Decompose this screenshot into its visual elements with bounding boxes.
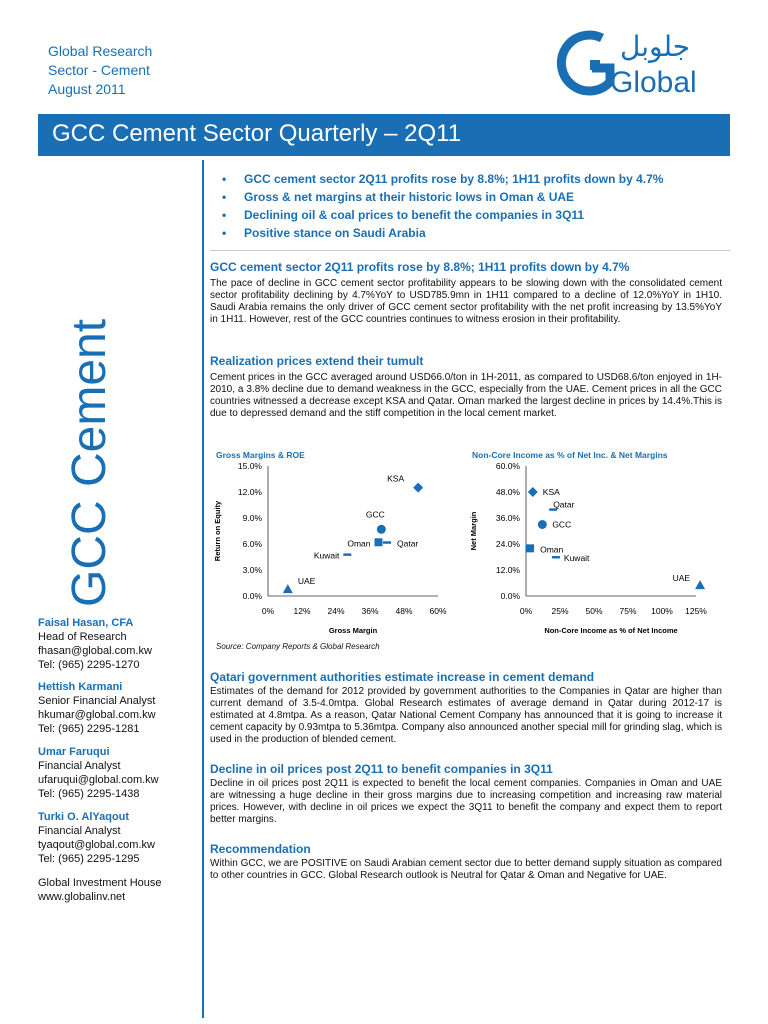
section-heading: Decline in oil prices post 2Q11 to benefit companies in 3Q11: [210, 762, 553, 776]
x-tick-label: 60%: [429, 606, 447, 616]
y-tick-label: 15.0%: [237, 461, 262, 471]
contact-tel: Tel: (965) 2295-1270: [38, 659, 140, 671]
contact-name: Turki O. AlYaqout: [38, 811, 130, 823]
y-tick-label: 12.0%: [237, 487, 262, 497]
contact-role: Financial Analyst: [38, 760, 121, 772]
section-body: Cement prices in the GCC averaged around USD66.0/ton in 1H-2011, as compared to USD68.6/ton enjoyed in 1H-2010, a 3.8% decline due to demand weakness in the GCC, especially from the UAE. Cement prices in all the GCC countries witnessed a decrease except KSA and Qatar. Oman marked the largest decline in prices by 14.4%.This is due to depressed demand and the stiff competition in the local cement market.: [210, 372, 722, 419]
org-block: [38, 876, 162, 904]
section-heading: Qatari government authorities estimate increase in cement demand: [210, 670, 595, 684]
y-tick-label: 0.0%: [242, 591, 262, 601]
x-tick-label: 25%: [551, 606, 569, 616]
contact-email[interactable]: tyaqout@global.com.kw: [38, 839, 155, 851]
chart-title: Non-Core Income as % of Net Inc. & Net Margins: [472, 450, 668, 460]
contact-name: Hettish Karmani: [38, 681, 123, 693]
x-tick-label: 24%: [327, 606, 345, 616]
x-axis-title: Non-Core Income as % of Net Income: [544, 626, 678, 635]
x-tick-label: 0%: [261, 606, 275, 616]
x-tick-label: 100%: [651, 606, 673, 616]
report-header: [48, 42, 152, 99]
contact-role: Financial Analyst: [38, 825, 121, 837]
point-uae: [695, 580, 705, 589]
contact-tel: Tel: (965) 2295-1295: [38, 853, 140, 865]
contact-tel: Tel: (965) 2295-1438: [38, 788, 140, 800]
point-label: KSA: [542, 487, 560, 497]
y-tick-label: 24.0%: [495, 539, 520, 549]
y-tick-label: 0.0%: [500, 591, 520, 601]
point-label: UAE: [672, 573, 691, 584]
contact-role: Head of Research: [38, 631, 127, 643]
header-date: August 2011: [48, 81, 126, 97]
separator: [210, 250, 730, 251]
key-point: • Declining oil & coal prices to benefit the companies in 3Q11: [222, 208, 585, 222]
point-oman: [526, 544, 534, 552]
contact-block: [38, 810, 155, 866]
logo-english-text: Global: [610, 66, 697, 99]
point-kuwait: [552, 556, 560, 559]
point-ksa: [528, 487, 538, 497]
y-tick-label: 36.0%: [495, 513, 520, 523]
point-label: Oman: [347, 538, 371, 549]
column-divider: [202, 160, 204, 1018]
key-point: • Gross & net margins at their historic lows in Oman & UAE: [222, 190, 575, 204]
x-tick-label: 12%: [293, 606, 311, 616]
point-uae: [283, 584, 293, 593]
section-body: The pace of decline in GCC cement sector profitability appears to be slowing down with the consolidated cement sector profitability declining by 4.7%YoY to USD785.9mn in 1H11 compared to a decline of 12.0%YoY in 1H10. Saudi Arabia remains the only driver of GCC cement sector profitability with the net profit increasing by 13.5%YoY in 1H11. However, rest of the GCC countries continues to witness erosion in their profitability.: [210, 278, 722, 325]
section-heading: GCC cement sector 2Q11 profits rose by 8.8%; 1H11 profits down by 4.7%: [210, 260, 630, 274]
contact-block: [38, 616, 152, 672]
point-label: Qatar: [397, 538, 419, 549]
point-oman: [375, 538, 383, 546]
x-tick-label: 0%: [519, 606, 533, 616]
point-label: Kuwait: [313, 550, 340, 561]
contact-tel: Tel: (965) 2295-1281: [38, 723, 140, 735]
org-url[interactable]: www.globalinv.net: [38, 891, 126, 903]
logo-arabic-text: جلوبل: [620, 30, 691, 63]
y-tick-label: 9.0%: [242, 513, 262, 523]
key-point: • Positive stance on Saudi Arabia: [222, 226, 426, 240]
y-tick-label: 48.0%: [495, 487, 520, 497]
y-tick-label: 12.0%: [495, 565, 520, 575]
point-label: Qatar: [553, 499, 575, 510]
x-axis-title: Gross Margin: [328, 626, 378, 635]
contact-email[interactable]: hkumar@global.com.kw: [38, 709, 156, 721]
point-label: KSA: [387, 473, 405, 484]
section-body: Within GCC, we are POSITIVE on Saudi Arabian cement sector due to better demand supply situation as compared to other countries in GCC. Global Research outlook is Neutral for Qatar & Oman and Negative for UAE.: [210, 858, 722, 881]
point-label: Kuwait: [563, 553, 590, 563]
contact-block: [38, 745, 159, 801]
contact-name: Umar Faruqui: [38, 746, 110, 758]
point-ksa: [413, 483, 423, 493]
x-tick-label: 125%: [685, 606, 707, 616]
point-gcc: [538, 520, 547, 529]
org-name: Global Investment House: [38, 877, 162, 889]
x-tick-label: 36%: [361, 606, 379, 616]
title-bar: [38, 114, 730, 156]
side-title: GCC Cement: [63, 318, 116, 607]
point-gcc: [377, 525, 386, 534]
x-tick-label: 75%: [619, 606, 637, 616]
report-title: GCC Cement Sector Quarterly – 2Q11: [52, 120, 462, 147]
section-body: Decline in oil prices post 2Q11 is expected to benefit the local cement companies. Companies in Oman and UAE are witnessing a huge decline in their gross margins due to increasing competition and increasing raw material prices. However, with decline in oil prices we expect the 3Q11 to benefit the company and expect them to report better margins.: [210, 778, 722, 825]
contact-email[interactable]: ufaruqui@global.com.kw: [38, 774, 159, 786]
y-axis-title: Net Margin: [469, 511, 478, 551]
y-tick-label: 3.0%: [242, 565, 262, 575]
point-label: Oman: [540, 544, 564, 555]
section-heading: Realization prices extend their tumult: [210, 354, 424, 368]
x-tick-label: 48%: [395, 606, 413, 616]
y-tick-label: 6.0%: [242, 539, 262, 549]
point-qatar: [383, 541, 391, 544]
header-sector: Sector - Cement: [48, 62, 150, 78]
key-point: • GCC cement sector 2Q11 profits rose by 8.8%; 1H11 profits down by 4.7%: [222, 172, 664, 186]
point-label: GCC: [365, 509, 385, 520]
y-tick-label: 60.0%: [495, 461, 520, 471]
section-body: Estimates of the demand for 2012 provided by government authorities to the Companies in Qatar are higher than current demand of 3.5-4.0mtpa. Global Research estimates of average demand in Qatar during 2012-17 is estimated at 4.8mtpa. As a reason, Qatar National Cement Company has announced that it is going to increase it cement capacity by 0.93mtpa to 5.36mtpa. Company also announced another special mill for grinding slag, which is used in the production of blended cement.: [210, 686, 722, 745]
contact-block: [38, 680, 156, 736]
x-tick-label: 50%: [585, 606, 603, 616]
chart-source: Source: Company Reports & Global Research: [216, 642, 380, 651]
charts: [206, 446, 726, 654]
key-points-list: [222, 170, 663, 242]
point-label: GCC: [552, 519, 572, 530]
contact-email[interactable]: fhasan@global.com.kw: [38, 645, 152, 657]
section-heading: Recommendation: [210, 842, 311, 856]
contact-role: Senior Financial Analyst: [38, 695, 156, 707]
header-dept: Global Research: [48, 43, 153, 59]
point-label: UAE: [297, 576, 316, 587]
point-kuwait: [343, 553, 351, 556]
y-axis-title: Return on Equity: [213, 500, 222, 562]
contact-name: Faisal Hasan, CFA: [38, 617, 134, 629]
chart-title: Gross Margins & ROE: [216, 450, 305, 460]
